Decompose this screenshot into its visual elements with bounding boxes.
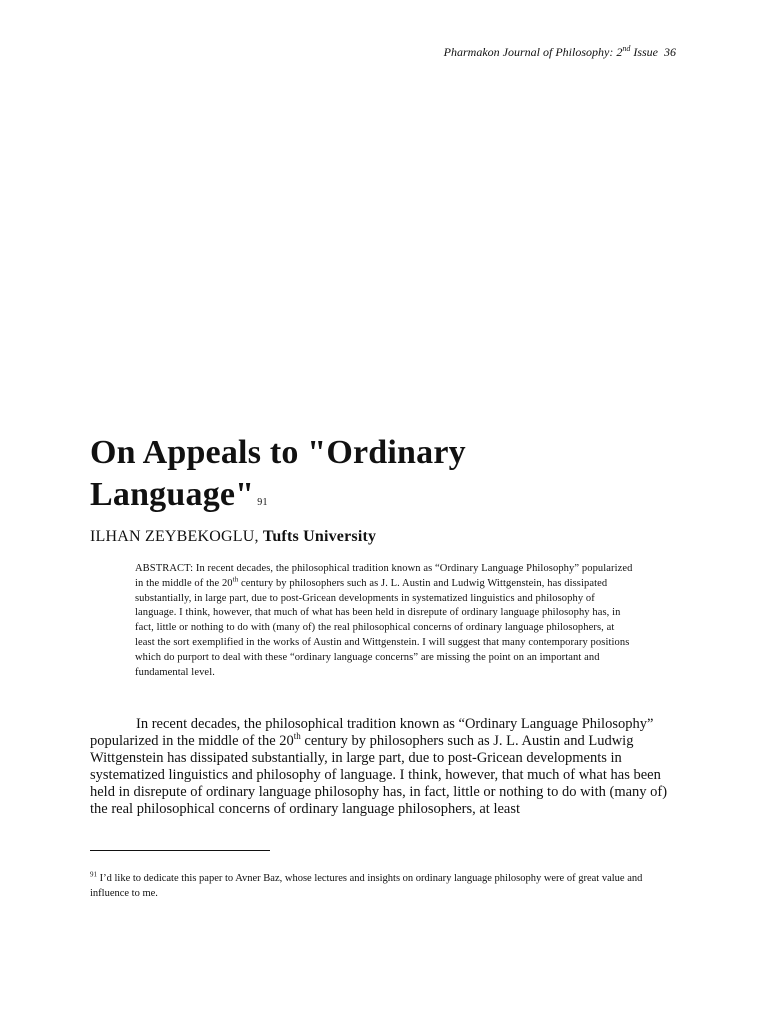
issue-label: Issue — [630, 45, 658, 59]
abstract-text-start: ABSTRACT: In recent decades, the philosophical tradition known as “Ordinary Language Philosophy” popularized in the middle of the 20 — [135, 563, 633, 589]
article-title — [90, 432, 650, 524]
footnote-divider — [90, 850, 270, 851]
body-text-end: century by philosophers such as J. L. Austin and Ludwig Wittgenstein has dissipated substantially, in large part, due to post-Gricean developments in systematized linguistics and philosophy of language. I think, however, that much of what has been held in disrepute of ordinary language philosophy has, in fact, little or nothing to do with (many of) the real philosophical concerns of ordinary language philosophers, at least — [90, 733, 668, 817]
author-name: ILHAN ZEYBEKOGLU — [90, 528, 255, 545]
abstract-text-end: century by philosophers such as J. L. Austin and Ludwig Wittgenstein, has dissipated substantially, in large part, due to post-Gricean developments in systematized linguistics and philosophy of language. I think, however, that much of what has been held in disrepute of ordinary language philosophy has, in fact, little or nothing to do with (many of) the real philosophical concerns of ordinary language philosophers, at least the sort exemplified in the works of Austin and Wittgenstein. I will suggest that many contemporary positions which do purport to deal with these “ordinary language concerns” are missing the point on an important and fundamental level. — [135, 577, 630, 678]
footnote-text: I’d like to dedicate this paper to Avner Baz, whose lectures and insights on ordinary language philosophy were of great value and influence to me. — [90, 873, 643, 899]
running-header — [444, 45, 676, 60]
footnote-number: 91 — [90, 870, 97, 879]
article-title-text: On Appeals to "Ordinary Language" — [90, 434, 466, 513]
author-line: ILHAN ZEYBEKOGLU, Tufts University — [90, 528, 377, 545]
abstract-ordinal-superscript: th — [232, 575, 239, 584]
page-number: 36 — [664, 45, 676, 59]
body-text-start: In recent decades, the philosophical tradition known as “Ordinary Language Philosophy” popularized in the middle of the 20 — [90, 716, 654, 749]
footnote — [90, 871, 680, 901]
title-footnote-mark[interactable]: 91 — [257, 497, 268, 508]
body-ordinal-superscript: th — [293, 731, 301, 742]
body-paragraph — [90, 716, 680, 818]
issue-ordinal-superscript: nd — [622, 44, 631, 53]
abstract — [135, 562, 635, 680]
author-affiliation: Tufts University — [262, 528, 377, 545]
journal-name: Pharmakon Journal of Philosophy: 2 — [443, 45, 623, 59]
